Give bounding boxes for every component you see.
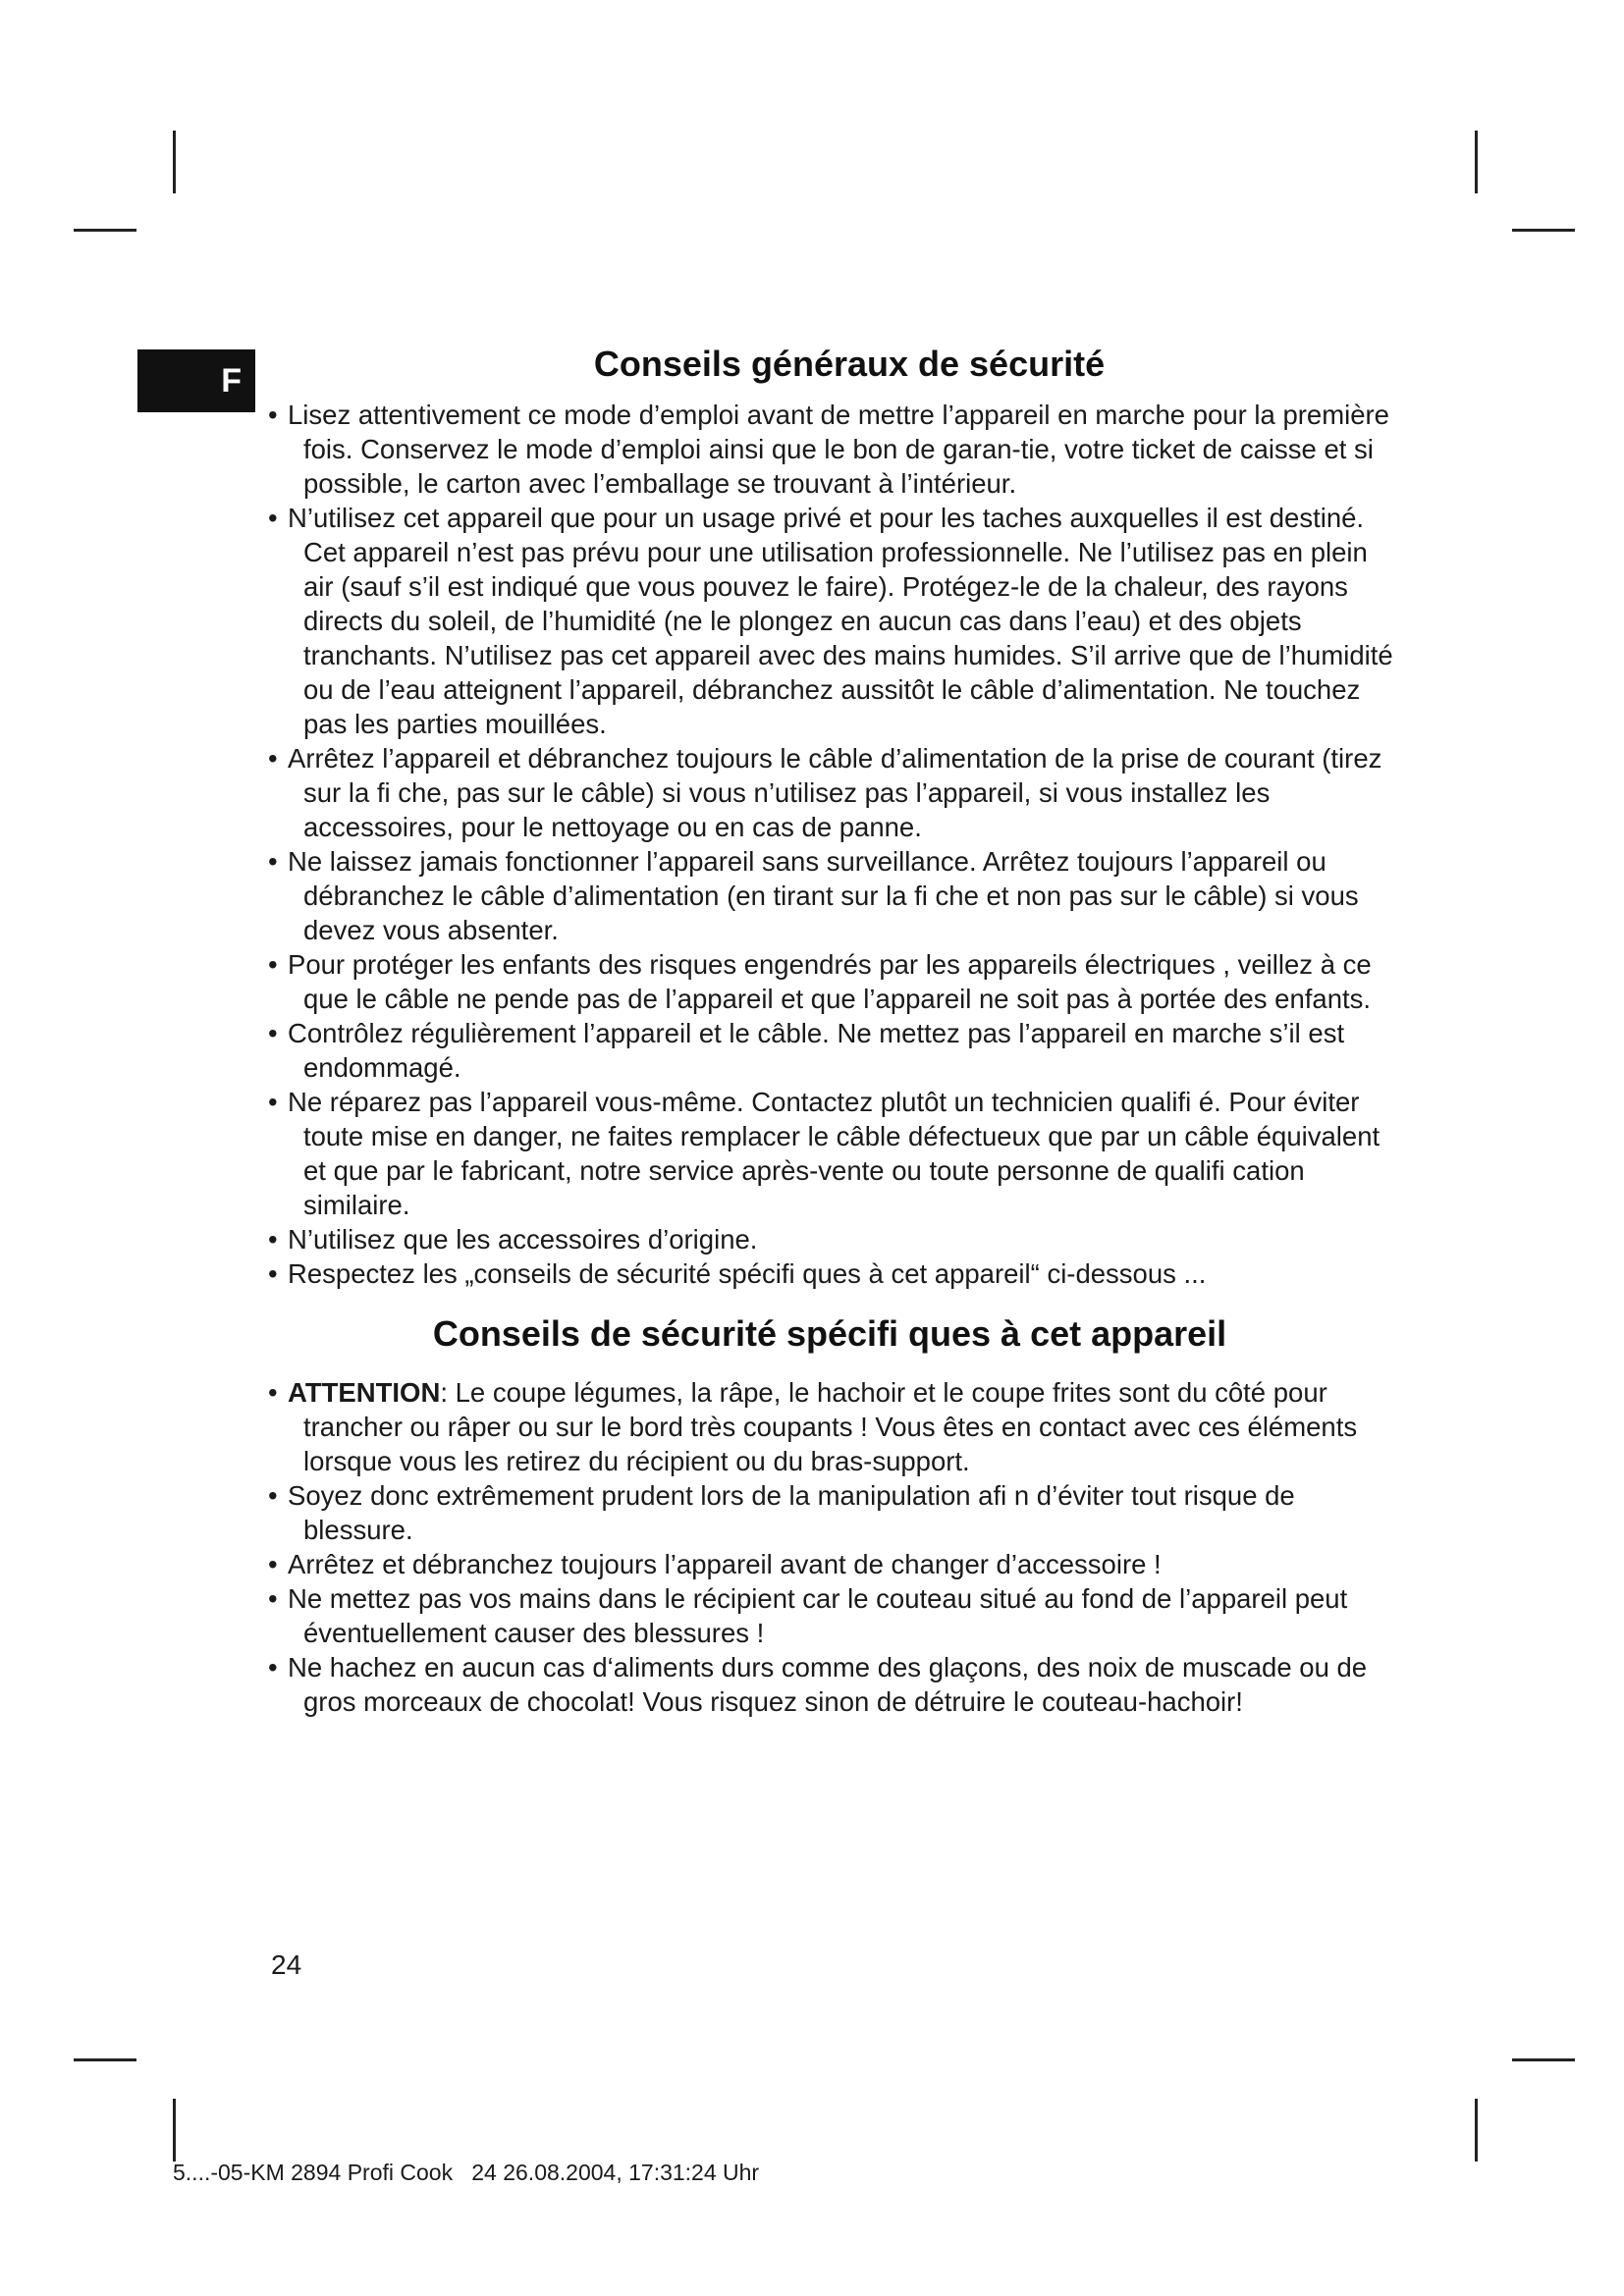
print-footer: 5....-05-KM 2894 Profi Cook 24 26.08.2004, 17:31:24 Uhr: [173, 2160, 760, 2185]
list-item: • Arrêtez l’appareil et débranchez toujours le câble d’alimentation de la prise de courant (tirez sur la fi che, pas sur le câble) si vous n’utilisez pas l’appareil, si vous installez les accessoires, pour le nettoyage ou en cas de panne.: [260, 741, 1399, 844]
list-item: • Respectez les „conseils de sécurité spécifi ques à cet appareil“ ci-dessous ...: [260, 1256, 1399, 1291]
crop-mark-top-left-horizontal: [74, 229, 136, 232]
list-item: • Ne réparez pas l’appareil vous-même. Contactez plutôt un technicien qualifi é. Pour éviter toute mise en danger, ne faites remplacer le câble défectueux que par un câble équivalent et que par le fabricant, notre service après-vente ou toute personne de qualifi cation similaire.: [260, 1085, 1399, 1222]
list-item: • Pour protéger les enfants des risques engendrés par les appareils électriques , veillez à ce que le câble ne pende pas de l’appareil et que l’appareil ne soit pas à portée des enfants.: [260, 947, 1399, 1016]
list-item: • Soyez donc extrêmement prudent lors de la manipulation afi n d’éviter tout risque de blessure.: [260, 1478, 1399, 1547]
crop-mark-top-left-vertical: [173, 131, 176, 193]
language-tab: F: [137, 349, 255, 412]
list-item: • Ne hachez en aucun cas d‘aliments durs comme des glaçons, des noix de muscade ou de gros morceaux de chocolat! Vous risquez sinon de détruire le couteau-hachoir!: [260, 1650, 1399, 1719]
list-item: • N’utilisez que les accessoires d’origine.: [260, 1222, 1399, 1256]
crop-mark-bottom-left-horizontal: [74, 2058, 136, 2061]
list-item: • Lisez attentivement ce mode d’emploi avant de mettre l’appareil en marche pour la première fois. Conservez le mode d’emploi ainsi que le bon de garan-tie, votre ticket de caisse et si possible, le carton avec l’emballage se trouvant à l’intérieur.: [260, 398, 1399, 501]
list-item-attention: [260, 1375, 1399, 1478]
crop-mark-top-right-horizontal: [1512, 229, 1575, 232]
section-general-safety-title: Conseils généraux de sécurité: [593, 344, 1106, 384]
page-content: [260, 341, 1399, 1719]
section-specific-safety-title: Conseils de sécurité spécifi ques à cet appareil: [432, 1313, 1227, 1354]
list-item: • Ne mettez pas vos mains dans le récipient car le couteau situé au fond de l’appareil peut éventuellement causer des blessures !: [260, 1581, 1399, 1650]
general-safety-list: [260, 398, 1399, 1291]
list-item: • Ne laissez jamais fonctionner l’appareil sans surveillance. Arrêtez toujours l’appareil ou débranchez le câble d’alimentation (en tirant sur la fi che et non pas sur le câble) si vous devez vous absenter.: [260, 844, 1399, 947]
list-item: • N’utilisez cet appareil que pour un usage privé et pour les taches auxquelles il est destiné. Cet appareil n’est pas prévu pour une utilisation professionnelle. Ne l’utilisez pas en plein air (sauf s’il est indiqué que vous pouvez le faire). Protégez-le de la chaleur, des rayons directs du soleil, de l’humidité (ne le plongez en aucun cas dans l’eau) et des objets tranchants. N’utilisez pas cet appareil avec des mains humides. S’il arrive que de l’humidité ou de l’eau atteignent l’appareil, débranchez aussitôt le câble d’alimentation. Ne touchez pas les parties mouillées.: [260, 501, 1399, 741]
specific-safety-list: [260, 1375, 1399, 1719]
list-item: • Arrêtez et débranchez toujours l’appareil avant de changer d’accessoire !: [260, 1547, 1399, 1581]
page-number: 24: [271, 1949, 302, 1980]
crop-mark-bottom-right-vertical: [1475, 2099, 1478, 2162]
attention-text: : Le coupe légumes, la râpe, le hachoir et le coupe frites sont du côté pour trancher ou râper ou sur le bord très coupants ! Vous êtes en contact avec ces éléments lorsque vous les retirez du récipient ou du bras-support.: [303, 1377, 1358, 1476]
crop-mark-bottom-right-horizontal: [1512, 2058, 1575, 2061]
crop-mark-top-right-vertical: [1475, 131, 1478, 193]
attention-label: ATTENTION: [288, 1377, 441, 1408]
list-item: • Contrôlez régulièrement l’appareil et le câble. Ne mettez pas l’appareil en marche s’il est endommagé.: [260, 1016, 1399, 1085]
crop-mark-bottom-left-vertical: [173, 2099, 176, 2162]
